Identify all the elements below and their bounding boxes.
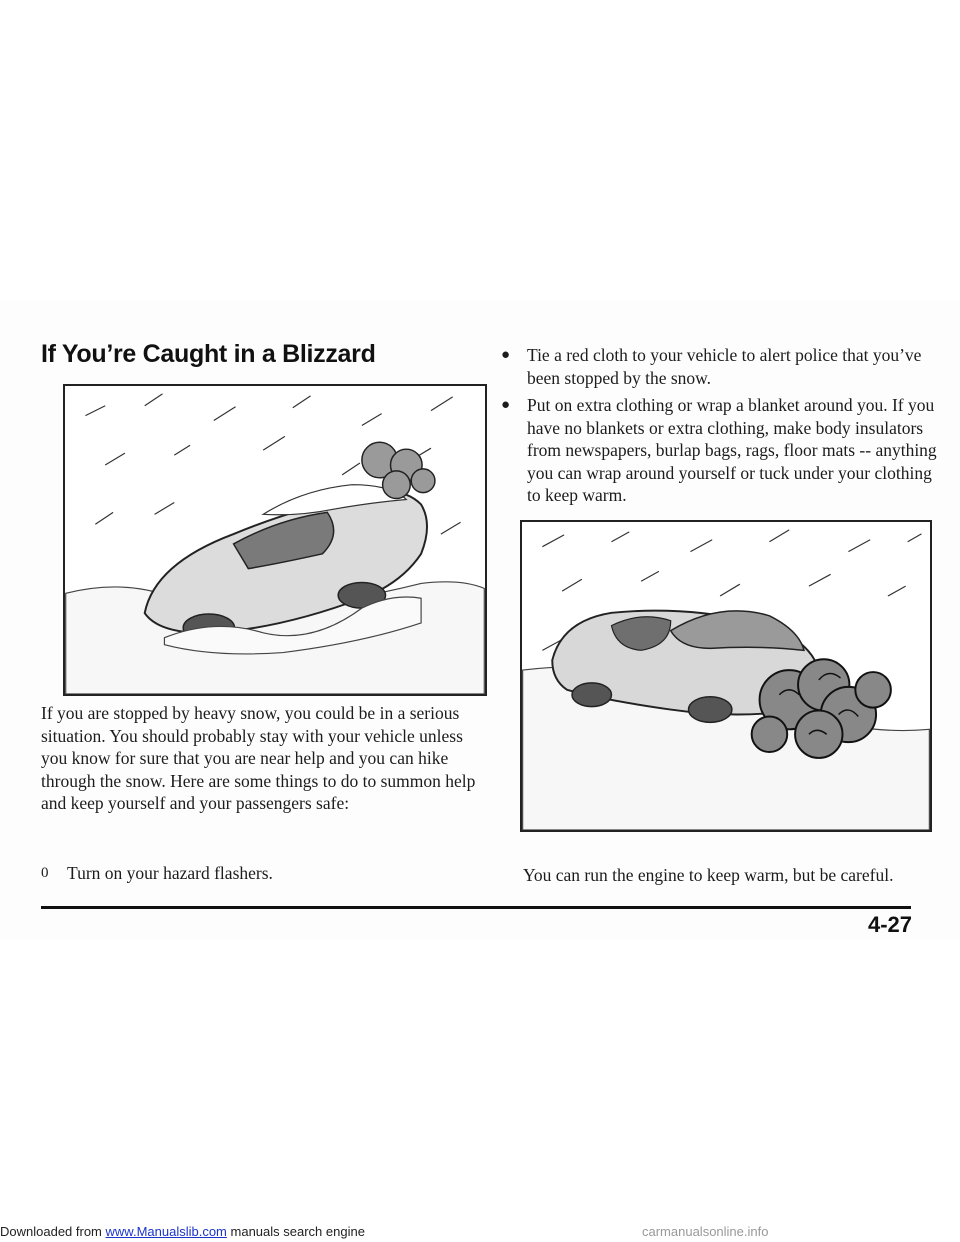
footer-suffix: manuals search engine [230, 1224, 365, 1239]
download-footer [0, 1224, 769, 1239]
page-number: 4-27 [868, 912, 913, 937]
bullet-hazard-flashers [41, 862, 491, 886]
intro-paragraph: If you are stopped by heavy snow, you could be in a serious situation. You should probably stay with your vehicle unless you know for sure that you are near help and you can hike through the snow. Here are some things to do to summon help and keep yourself and your passengers safe: [41, 703, 476, 813]
section-title: If You’re Caught in a Blizzard [41, 340, 376, 368]
bullet-text: Put on extra clothing or wrap a blanket around you. If you have no blankets or extra clothing, make body insulators from newspapers, burlap bags, rags, floor mats -- anything you can wrap around yourself or tuck under your clothing to keep warm. [527, 395, 937, 505]
bullet-marker: 0 [41, 865, 49, 881]
blizzard-car-illustration [63, 384, 487, 696]
footer-rule [41, 906, 911, 909]
bullet-red-cloth [501, 344, 941, 392]
bullet-marker: ● [501, 397, 511, 413]
bullet-text: Tie a red cloth to your vehicle to alert police that you’ve been stopped by the snow. [527, 345, 922, 388]
car-buried-in-snow-icon [65, 386, 485, 694]
bullet-extra-clothing [501, 394, 941, 510]
bullet-text: Turn on your hazard flashers. [67, 863, 273, 883]
bullet-marker: ● [501, 347, 511, 363]
car-exhaust-cloud-in-snow-icon [522, 522, 930, 830]
footer-prefix: Downloaded from [0, 1224, 102, 1239]
exhaust-car-illustration [520, 520, 932, 832]
manualslib-link[interactable]: www.Manualslib.com [105, 1224, 227, 1239]
closing-paragraph: You can run the engine to keep warm, but be careful. [523, 865, 894, 885]
manual-page [0, 300, 960, 940]
watermark-text: carmanualsonline.info [642, 1224, 769, 1239]
